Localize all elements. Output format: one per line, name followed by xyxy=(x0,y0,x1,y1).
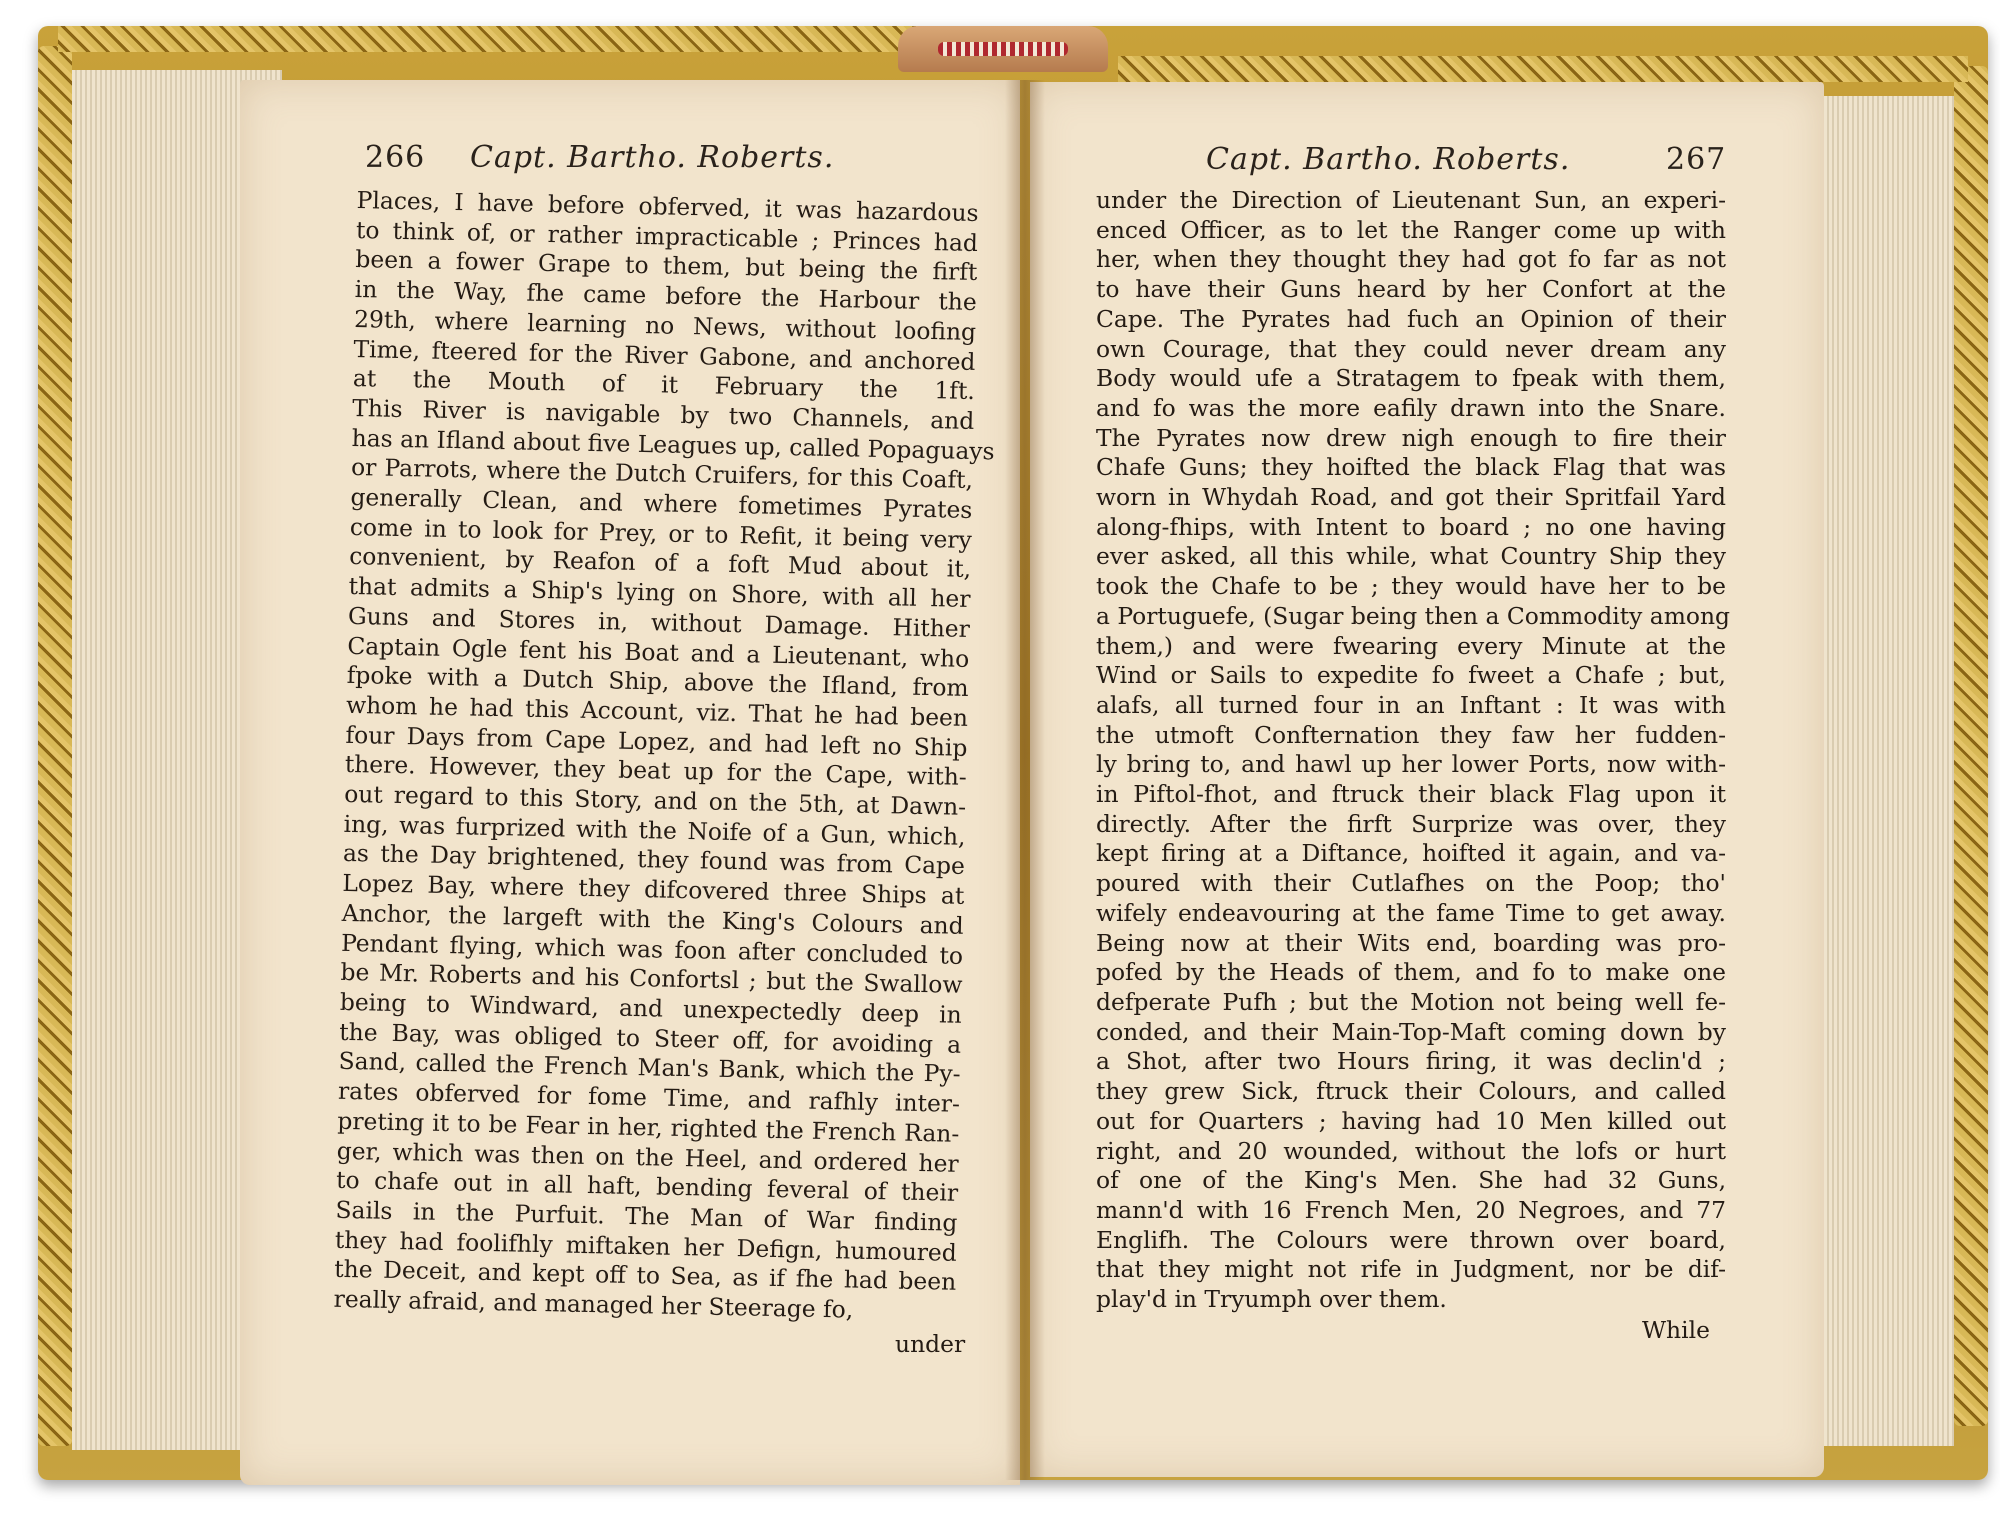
text-line: The Pyrates now drew nigh enough to fire their xyxy=(1096,423,1726,452)
text-line: them,) and were fwearing every Minute at the xyxy=(1096,631,1726,660)
text-line: whom he had this Account, viz. That he had been xyxy=(345,690,969,732)
right-catchword: While xyxy=(1642,1316,1710,1344)
text-line: enced Officer, as to let the Ranger come up with xyxy=(1096,215,1726,244)
text-line: Cape. The Pyrates had fuch an Opinion of their xyxy=(1096,304,1726,333)
text-line: under the Direction of Lieutenant Sun, an experi- xyxy=(1096,186,1726,214)
text-line: ever asked, all this while, what Country Ship they xyxy=(1096,542,1726,571)
text-line: Englifh. The Colours were thrown over board, xyxy=(1096,1225,1726,1254)
text-line: Places, I have before obferved, it was hazardous xyxy=(356,186,979,228)
text-line: Lopez Bay, where they difcovered three Ships at xyxy=(342,869,965,911)
text-line: Being now at their Wits end, boarding was pro- xyxy=(1096,928,1726,957)
text-line: 29th, where learning no News, without loofing xyxy=(353,304,977,346)
text-line: convenient, by Reafon of a foft Mud about it, xyxy=(348,542,972,584)
text-line: Body would ufe a Stratagem to fpeak with them, xyxy=(1096,364,1726,393)
gilt-edge-right xyxy=(1954,66,1988,1426)
text-line: her, when they thought they had got fo far as not xyxy=(1096,245,1726,274)
text-line: at the Mouth of it February the 1ft. xyxy=(352,364,976,406)
text-line: in Piftol-fhot, and ftruck their black Flag upon it xyxy=(1096,780,1726,809)
text-line: four Days from Cape Lopez, and had left no Ship xyxy=(345,720,968,762)
text-line: that they might not rife in Judgment, nor be dif- xyxy=(1096,1255,1726,1284)
text-line: kept firing at a Diftance, hoifted it again, and va- xyxy=(1096,839,1726,868)
text-line: to chafe out in all haft, bending feveral of their xyxy=(335,1165,959,1208)
text-line: they had foolifhly miftaken her Defign, humoured xyxy=(334,1225,958,1267)
text-line: of one of the King's Men. She had 32 Guns, xyxy=(1096,1166,1726,1195)
text-line: right, and 20 wounded, without the lofs or hurt xyxy=(1096,1136,1726,1165)
text-line: Captain Ogle fent his Boat and a Lieutenant, who xyxy=(347,631,970,673)
text-line: Chafe Guns; they hoifted the black Flag that was xyxy=(1096,453,1726,482)
text-line: ing, was furprized with the Noife of a Gun, which, xyxy=(343,809,966,851)
text-line: really afraid, and managed her Steerage fo, xyxy=(333,1284,854,1324)
text-line: worn in Whydah Road, and got their Spritfail Yard xyxy=(1096,483,1726,512)
text-line: there. However, they beat up for the Cape, with- xyxy=(344,750,968,792)
text-line: rates obferved for fome Time, and rafhly inter- xyxy=(337,1076,961,1118)
gilt-edge-left xyxy=(38,46,72,1446)
text-line: out for Quarters ; having had 10 Men killed out xyxy=(1096,1106,1726,1135)
gilt-edge-top-left xyxy=(58,26,958,52)
text-line: own Courage, that they could never dream any xyxy=(1096,334,1726,363)
text-line: alafs, all turned four in an Inftant : It was with xyxy=(1096,690,1726,719)
text-line: This River is navigable by two Channels, and xyxy=(352,393,975,435)
text-line: directly. After the firft Surprize was over, they xyxy=(1096,809,1726,838)
text-line: Anchor, the largeft with the King's Colours and xyxy=(341,898,964,940)
text-line: generally Clean, and where fometimes Pyrates xyxy=(350,482,973,524)
text-line: mann'd with 16 French Men, 20 Negroes, and 77 xyxy=(1096,1195,1726,1224)
text-line: took the Chafe to be ; they would have her to be xyxy=(1096,572,1726,601)
text-line: fpoke with a Dutch Ship, above the Ifland, from xyxy=(346,661,969,703)
left-page-text xyxy=(333,186,995,1327)
text-line: a Portuguefe, (Sugar being then a Commodity among xyxy=(1096,601,1731,630)
text-line: pofed by the Heads of them, and fo to make one xyxy=(1096,958,1726,987)
text-line: Sails in the Purfuit. The Man of War finding xyxy=(335,1195,958,1237)
text-line: conded, and their Main-Top-Maft coming down by xyxy=(1096,1017,1726,1046)
text-line: being to Windward, and unexpectedly deep in xyxy=(339,987,963,1029)
gilt-edge-top-right xyxy=(1118,56,1968,82)
text-line: Wind or Sails to expedite fo fweet a Chafe ; but, xyxy=(1096,661,1726,690)
text-line: or Parrots, where the Dutch Cruifers, for this Coaft, xyxy=(350,453,974,495)
gutter-shadow xyxy=(1005,80,1045,1480)
text-line: the Bay, was obliged to Steer off, for avoiding a xyxy=(338,1017,962,1059)
text-line: be Mr. Roberts and his Confortsl ; but the Swallow xyxy=(340,958,963,1000)
text-line: been a fower Grape to them, but being the firft xyxy=(355,245,978,287)
text-line: the utmoft Confternation they faw her fudden- xyxy=(1096,720,1726,749)
text-line: as the Day brightened, they found was from Cape xyxy=(342,839,966,881)
text-line: that admits a Ship's lying on Shore, with all her xyxy=(348,572,971,614)
text-line: Guns and Stores in, without Damage. Hither xyxy=(347,601,971,643)
text-line: a Shot, after two Hours firing, it was declin'd ; xyxy=(1096,1047,1726,1076)
page-stack-right xyxy=(1824,96,1954,1446)
left-running-title: Capt. Bartho. Roberts. xyxy=(470,140,835,175)
text-line: the Deceit, and kept off to Sea, as if fhe had been xyxy=(334,1255,957,1297)
text-line: come in to look for Prey, or to Refit, it being very xyxy=(349,512,973,554)
text-line: Time, fteered for the River Gabone, and anchored xyxy=(353,334,976,376)
right-running-title: Capt. Bartho. Roberts. xyxy=(1206,142,1571,177)
right-page-text xyxy=(1096,186,1731,1315)
text-line: wifely endeavouring at the fame Time to get away. xyxy=(1096,898,1726,927)
text-line: in the Way, fhe came before the Harbour the xyxy=(354,275,977,317)
left-catchword: under xyxy=(895,1330,966,1358)
text-line: Sand, called the French Man's Bank, which the Py- xyxy=(338,1047,961,1089)
text-line: Pendant flying, which was foon after concluded to xyxy=(340,928,964,970)
text-line: to have their Guns heard by her Confort at the xyxy=(1096,275,1726,304)
text-line: and fo was the more eafily drawn into the Snare. xyxy=(1096,393,1726,422)
text-line: preting it to be Fear in her, righted the French Ran- xyxy=(337,1106,960,1148)
text-line: out regard to this Story, and on the 5th, at Dawn- xyxy=(343,779,967,821)
headband xyxy=(898,26,1108,72)
text-line: has an Ifland about five Leagues up, called Popaguays xyxy=(351,423,995,466)
text-line: play'd in Tryumph over them. xyxy=(1096,1285,1447,1314)
text-line: poured with their Cutlafhes on the Poop; tho' xyxy=(1096,869,1726,898)
text-line: they grew Sick, ftruck their Colours, and called xyxy=(1096,1077,1726,1106)
text-line: ly bring to, and hawl up her lower Ports, now with- xyxy=(1096,750,1726,779)
text-line: to think of, or rather impracticable ; Princes had xyxy=(355,215,979,257)
text-line: defperate Pufh ; but the Motion not being well fe- xyxy=(1096,987,1726,1016)
text-line: along-fhips, with Intent to board ; no one having xyxy=(1096,512,1726,541)
text-line: ger, which was then on the Heel, and ordered her xyxy=(336,1136,959,1178)
right-page-number: 267 xyxy=(1666,142,1727,177)
left-page-number: 266 xyxy=(365,140,426,175)
